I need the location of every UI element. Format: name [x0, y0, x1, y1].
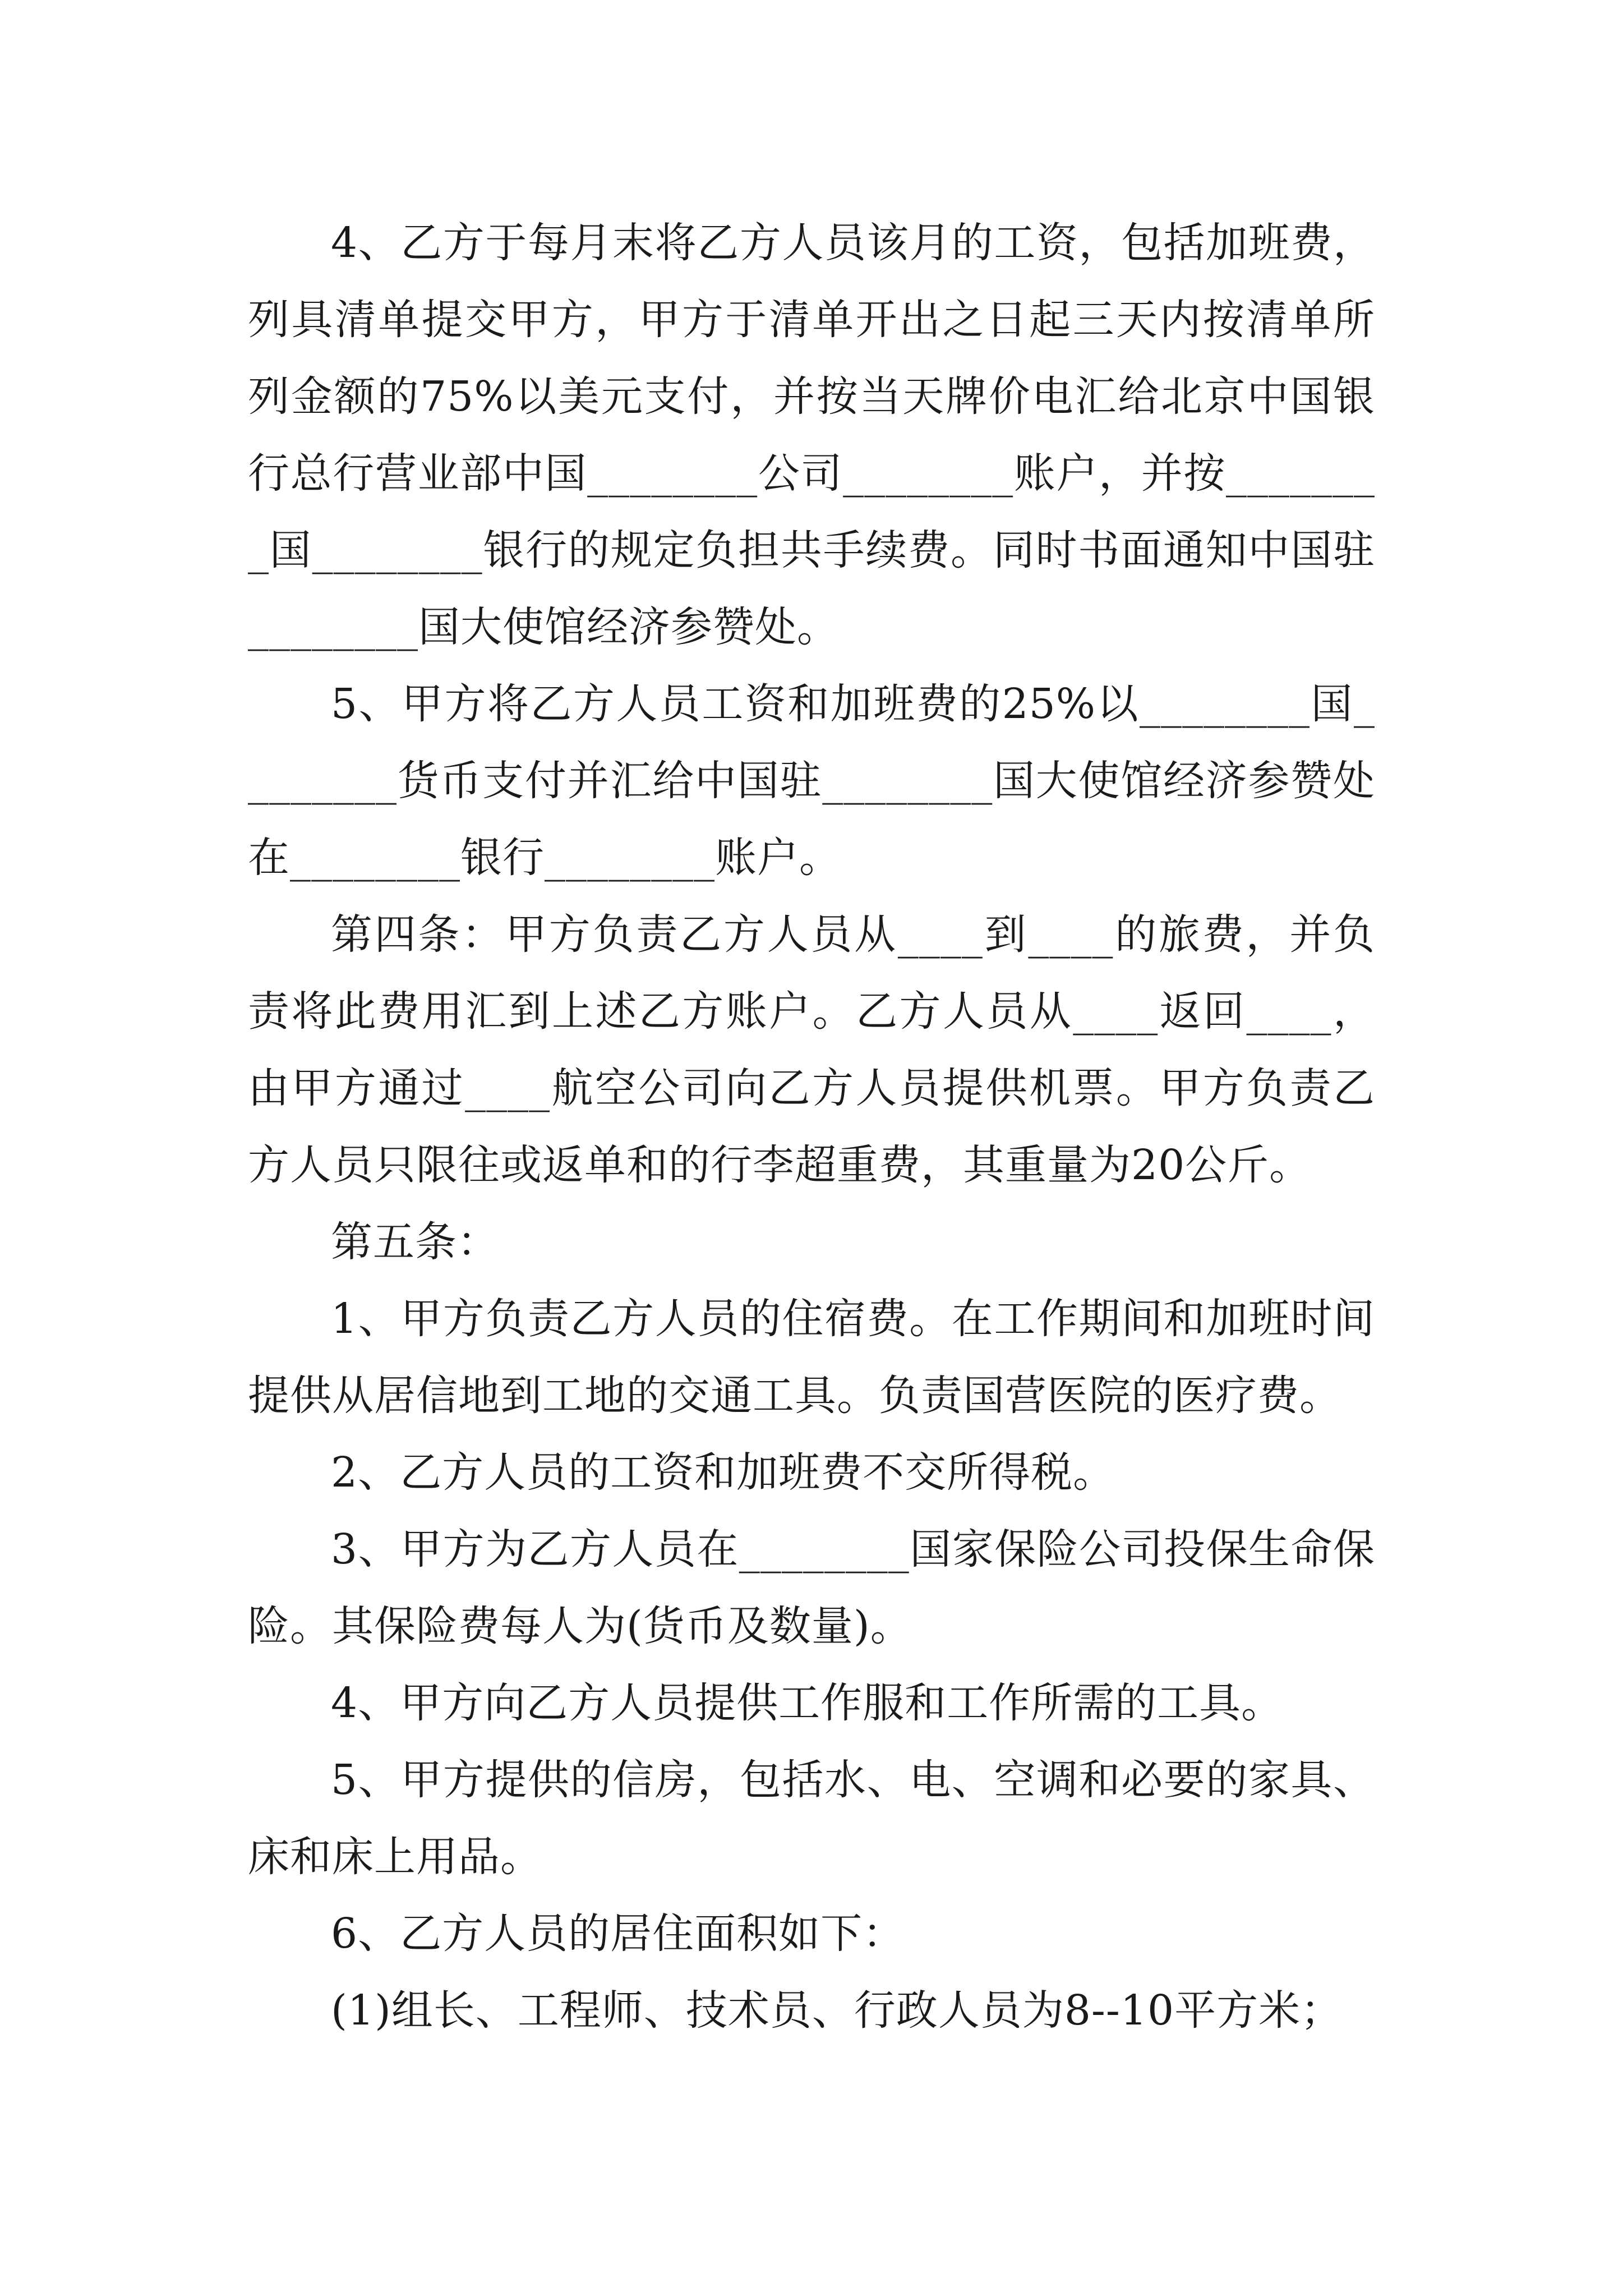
- paragraph-article-four: 第四条：甲方负责乙方人员从____到____的旅费，并负责将此费用汇到上述乙方账户。乙方人员从____返回____，由甲方通过____航空公司向乙方人员提供机票。甲方负责乙方人员只限往或返单和的行李超重费，其重量为20公斤。: [248, 910, 1375, 1189]
- paragraph-living-area: 6、乙方人员的居住面积如下：: [331, 1910, 905, 1958]
- document-body: [248, 205, 1375, 2049]
- paragraph-tax: 2、乙方人员的工资和加班费不交所得税。: [331, 1448, 1115, 1497]
- paragraph-accommodation: 1、甲方负责乙方人员的住宿费。在工作期间和加班时间提供从居信地到工地的交通工具。负责国营医院的医疗费。: [248, 1295, 1375, 1420]
- paragraph-living-area-item-1: (1)组长、工程师、技术员、行政人员为8--10平方米；: [331, 1986, 1343, 2035]
- paragraph-article-five-heading: 第五条：: [331, 1218, 499, 1266]
- paragraph-housing: 5、甲方提供的信房，包括水、电、空调和必要的家具、床和床上用品。: [248, 1756, 1375, 1881]
- paragraph-salary-payment: 4、乙方于每月末将乙方人员该月的工资，包括加班费，列具清单提交甲方，甲方于清单开出之日起三天内按清单所列金额的75%以美元支付，并按当天牌价电汇给北京中国银行总行营业部中国________公司________账户，并按________国________银行的规定负担共手续费。同时书面通知中国驻________国大使馆经济参赞处。: [248, 219, 1375, 651]
- paragraph-insurance: 3、甲方为乙方人员在________国家保险公司投保生命保险。其保险费每人为(货币及数量)。: [248, 1525, 1375, 1650]
- paragraph-local-currency: 5、甲方将乙方人员工资和加班费的25%以________国________货币支付并汇给中国驻________国大使馆经济参赞处在________银行________账户。: [248, 680, 1375, 882]
- paragraph-work-clothes: 4、甲方向乙方人员提供工作服和工作所需的工具。: [331, 1679, 1284, 1727]
